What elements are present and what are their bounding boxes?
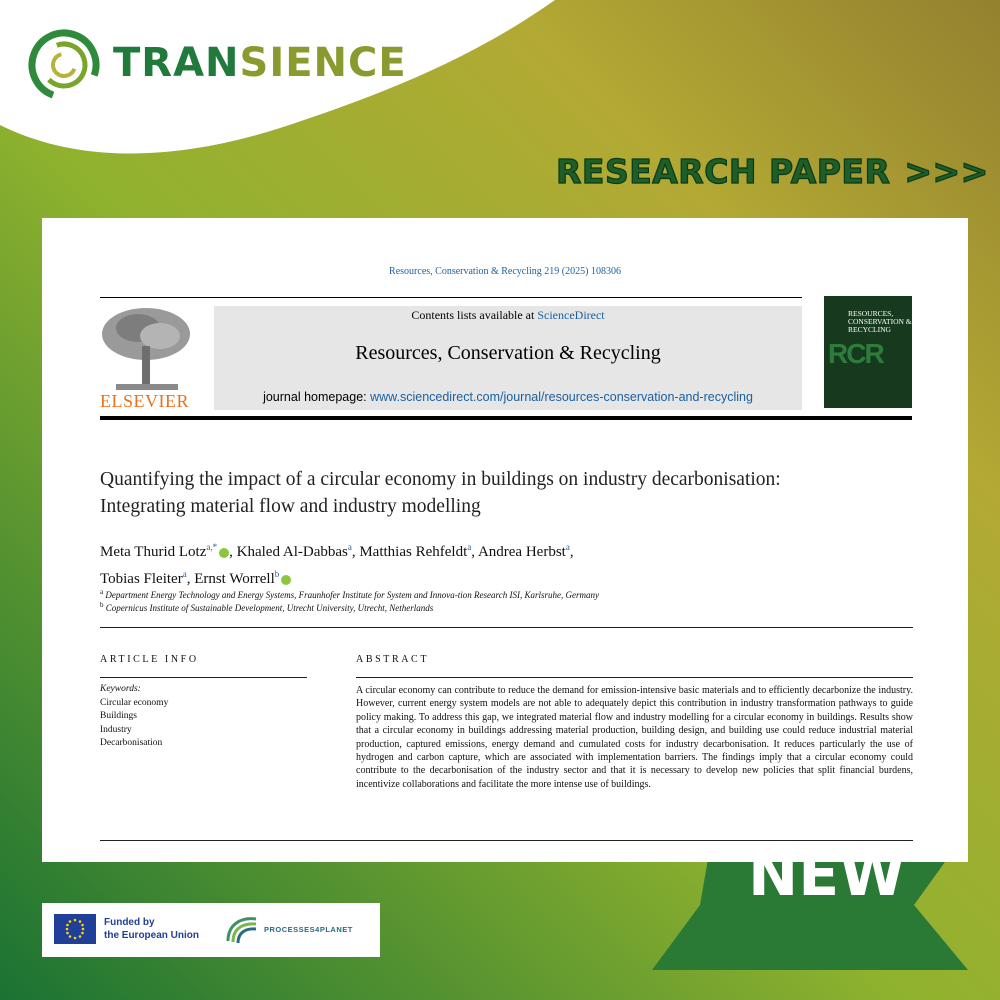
homepage-link[interactable]: www.sciencedirect.com/journal/resources-conservation-and-recycling: [370, 390, 753, 404]
brand-name: TRANSIENCE: [113, 40, 407, 86]
eu-flag-icon: [54, 914, 96, 944]
divider: [100, 677, 307, 678]
keyword: Industry: [100, 724, 132, 735]
arrows-icon: >>>: [904, 152, 989, 191]
affiliation-b: $^b$ Copernicus Institute of Sustainable Development, Utrecht University, Utrecht, Netherlands: [100, 601, 434, 613]
orcid-icon[interactable]: [281, 575, 291, 585]
sciencedirect-link[interactable]: ScienceDirect: [537, 308, 605, 322]
processes4planet-logo-icon: [224, 913, 260, 947]
orcid-icon[interactable]: [219, 548, 229, 558]
abstract-text: A circular economy can contribute to reduce the demand for emission-intensive basic materials and to efficiently decarbonize the industry. However, current energy system models are not able to adequately depict this contribution in industry transformation pathways to guide policy making. To address this gap, we integrated material flow and industry modelling for a circular economy in buildings. Results show that a circular economy in buildings addressing material production, building design, and building use could reduce industrial material production, captured emissions, energy demand and cumulated costs for industry decarbonisation. It reduces particularly the use of hydrogen and carbon capture, which are associated with implementation barriers. The findings imply that a circular economy could contribute to the decarbonisation of the industry sector and that it is necessary to develop new policies that split financial burdens, incentivize collaborations and facilitate the more intense use of buildings.: [356, 685, 913, 790]
publisher-logo: ELSEVIER: [100, 391, 189, 411]
keyword: Decarbonisation: [100, 738, 163, 748]
homepage-line: journal homepage: www.sciencedirect.com/journal/resources-conservation-and-recycling: [263, 390, 753, 404]
author-list: Meta Thurid Lotz$^{a,*}$ , Khaled Al-Dabbas$^a$, Matthias Rehfeldt$^a$, Andrea Herbst$^a$, Tobias Fleiter$^a$, Ernst Worrell$^b$: [100, 542, 574, 587]
funding-box: [42, 903, 380, 957]
journal-title: Resources, Conservation & Recycling: [355, 342, 661, 364]
divider: [356, 677, 913, 678]
funded-by-text: Funded by the European Union: [104, 917, 199, 941]
header-rule: [100, 416, 912, 420]
citation[interactable]: Resources, Conservation & Recycling 219 (2025) 108306: [389, 266, 621, 277]
paper-card: [42, 218, 968, 862]
keyword: Circular economy: [100, 697, 169, 708]
elsevier-tree-icon: [98, 306, 194, 392]
keyword: Buildings: [100, 711, 137, 721]
new-badge: NEW: [748, 840, 906, 910]
divider: [100, 627, 913, 628]
paper-title: Quantifying the impact of a circular economy in buildings on industry decarbonisation: Integrating material flow and industry modelling: [100, 469, 781, 517]
divider: [100, 297, 802, 298]
keywords: Keywords: Circular economy Buildings Industry Decarbonisation: [100, 683, 168, 751]
affiliation-a: $^a$ Department Energy Technology and Energy Systems, Fraunhofer Institute for System and Innova-tion Research ISI, Karlsruhe, Germany: [100, 588, 599, 600]
transience-logo-icon: [27, 28, 101, 102]
journal-cover: [824, 296, 912, 408]
cover-mark: RCR: [828, 338, 883, 369]
contents-line: Contents lists available at ScienceDirect: [411, 308, 605, 322]
abstract-heading: ABSTRACT: [356, 654, 430, 665]
journal-header: [214, 306, 802, 410]
research-paper-banner: RESEARCH PAPER >>>: [556, 152, 989, 191]
article-info-heading: ARTICLE INFO: [100, 654, 199, 665]
partner-name: PROCESSES4PLANET: [264, 925, 353, 934]
cover-title: RESOURCES, CONSERVATION & RECYCLING: [848, 309, 912, 334]
